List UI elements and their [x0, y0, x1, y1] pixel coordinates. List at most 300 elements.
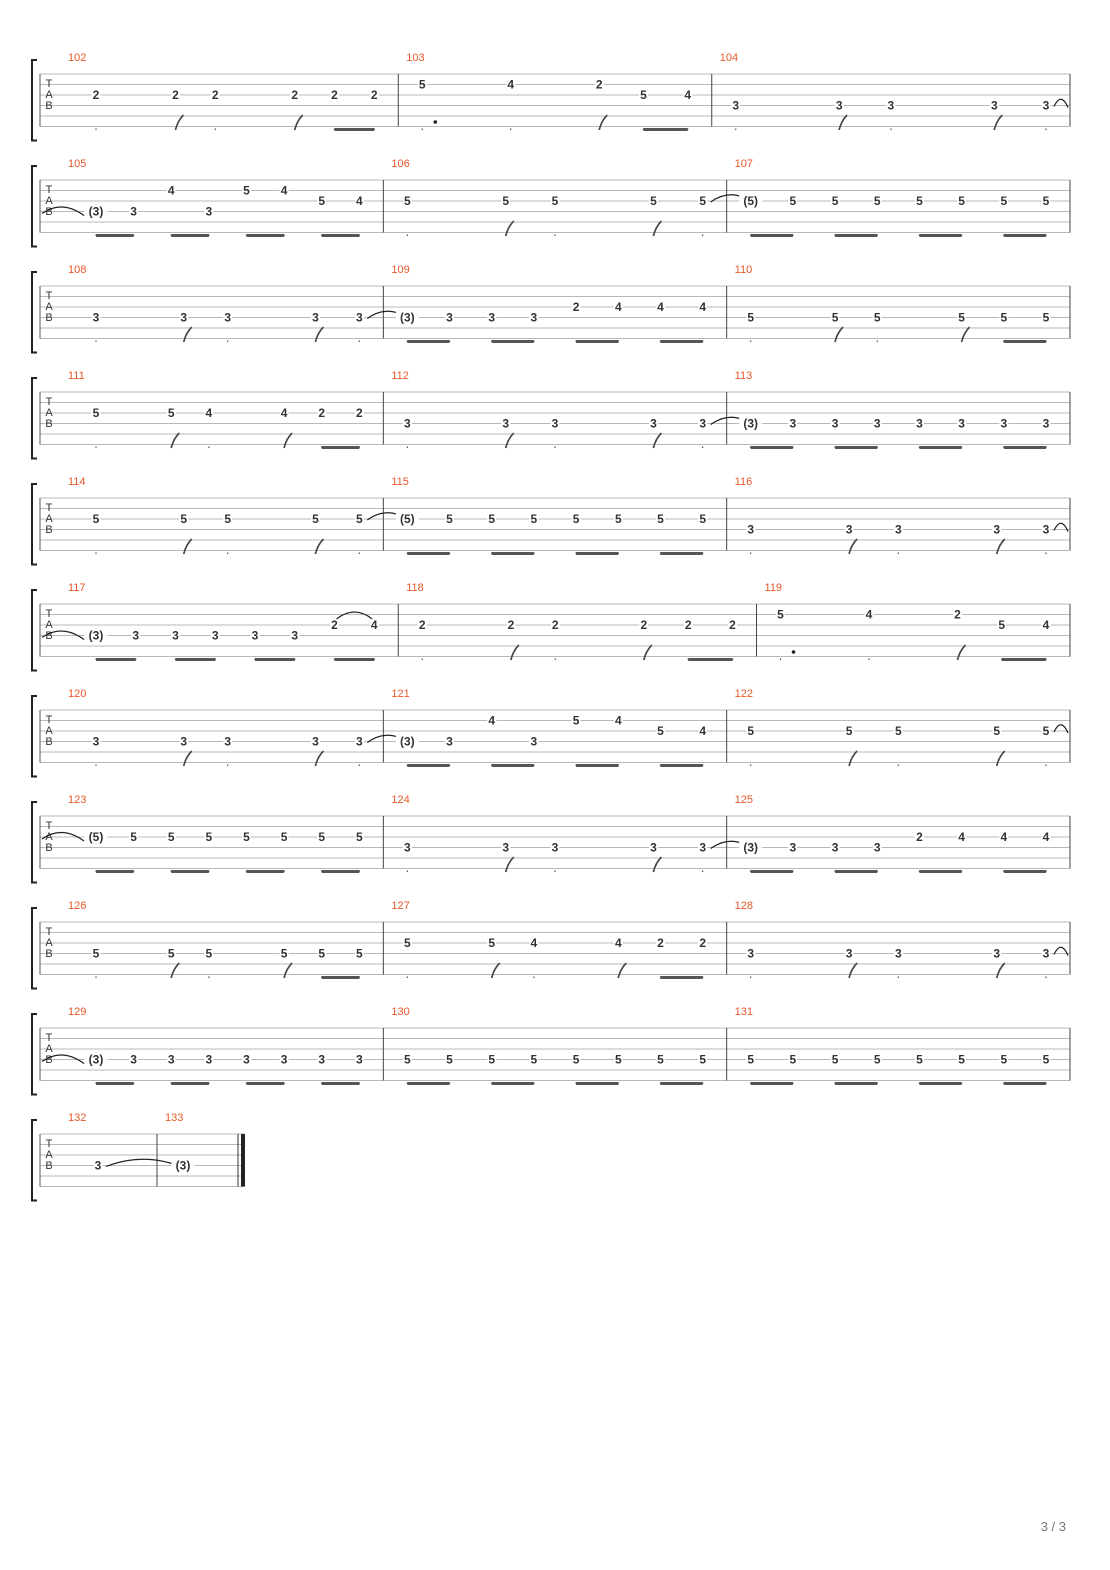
fret-number: 5 [130, 830, 137, 844]
tab-clef-letter: B [45, 842, 53, 854]
fret-number: 5 [640, 88, 647, 102]
tab-note [179, 311, 192, 343]
beam [246, 1082, 284, 1085]
measure [391, 370, 752, 448]
tab-note [576, 714, 623, 768]
eighth-flag [849, 751, 857, 766]
tab-note [649, 194, 662, 236]
beam [492, 764, 534, 767]
fret-number: 4 [280, 406, 288, 420]
fret-number: 2 [684, 618, 692, 632]
tab-note [999, 830, 1008, 872]
eighth-flag [315, 539, 323, 554]
tab-note [831, 841, 840, 873]
fret-number: 5 [180, 512, 188, 526]
measure [165, 1112, 245, 1187]
tab-note [167, 406, 180, 448]
tab-note [999, 194, 1008, 236]
system-bracket [32, 908, 37, 989]
fret-number: 5 [789, 194, 797, 208]
tie-arc [1054, 947, 1068, 955]
measure-number: 120 [68, 688, 87, 700]
fret-number: 5 [318, 830, 326, 844]
beam [322, 234, 360, 237]
beam [171, 870, 209, 873]
eighth-flag [835, 327, 843, 342]
fret-number: 4 [488, 713, 496, 728]
measure-number: 107 [734, 158, 754, 170]
measure [391, 688, 726, 767]
tab-note [894, 724, 903, 766]
final-barline-thick [241, 1134, 245, 1187]
tab-note [172, 1159, 195, 1173]
tab-clef-letter: A [45, 619, 53, 631]
tab-note [501, 841, 514, 873]
tab-note [92, 88, 101, 130]
fret-number: 3 [747, 946, 755, 961]
eighth-flag [599, 115, 607, 130]
measure-number: 117 [68, 582, 86, 594]
tab-note [246, 830, 288, 873]
tab-note [317, 947, 326, 979]
tab-note [739, 841, 762, 873]
fret-number: 5 [831, 1052, 839, 1067]
fret-number: 5 [958, 310, 965, 325]
fret-number: 3 [167, 1052, 175, 1067]
system-bracket [32, 484, 37, 565]
tab-note [204, 947, 213, 979]
fret-number: 3 [291, 628, 299, 643]
tab-note [845, 947, 858, 979]
measure-number: 104 [719, 52, 739, 64]
fret-number: 5 [502, 194, 510, 208]
tab-note [656, 1053, 665, 1085]
tab-note [656, 512, 665, 554]
fret-number: 3 [94, 1158, 102, 1173]
eighth-flag [653, 221, 661, 236]
measure-number: 121 [391, 688, 410, 700]
system-bracket [32, 166, 37, 247]
fret-number: 3 [446, 310, 453, 325]
fret-number: 5 [1042, 724, 1050, 738]
fret-number: 5 [958, 1052, 965, 1067]
measure [42, 158, 383, 237]
fret-number: 5 [993, 724, 1001, 738]
tab-note [92, 512, 101, 554]
eighth-flag [506, 433, 514, 448]
fret-number: 5 [243, 830, 250, 844]
measure-number: 125 [734, 794, 754, 806]
tab-note [501, 417, 514, 449]
tab-note [1004, 830, 1051, 873]
tab-note [551, 417, 560, 449]
fret-number: 5 [205, 830, 213, 844]
fret-number: 2 [699, 936, 707, 950]
fret-number: 3 [831, 840, 839, 855]
fret-number: 4 [205, 406, 213, 420]
tab-note [167, 184, 176, 237]
tab-clef-letter: A [45, 1043, 53, 1055]
measure [391, 900, 726, 979]
fret-number: 5 [167, 406, 175, 420]
fret-number: 3 [699, 840, 707, 855]
fret-number: 4 [699, 724, 707, 738]
fret-number: 3 [551, 840, 559, 855]
tab-clef-letter: B [45, 736, 53, 748]
beam [1004, 234, 1046, 237]
tab-note [845, 523, 858, 555]
tab-note [572, 512, 581, 554]
fret-number: 4 [355, 194, 363, 208]
fret-number: 3 [831, 416, 839, 431]
tab-clef-letter: A [45, 725, 53, 737]
tab-note [171, 88, 184, 130]
tab-note [639, 618, 652, 660]
tab-note [835, 99, 848, 131]
beam [919, 870, 961, 873]
tab-clef-letter: A [45, 195, 53, 207]
tab-system [32, 476, 1070, 565]
measure [42, 794, 383, 873]
eighth-flag [849, 539, 857, 554]
fret-number: 3 [650, 840, 657, 855]
tab-note [322, 830, 364, 873]
tab-clef-letter: T [45, 926, 53, 938]
beam [176, 658, 216, 661]
tab-note [246, 184, 288, 238]
fret-number: 5 [318, 194, 326, 208]
measure [42, 1006, 383, 1085]
fret-number: 3 [993, 522, 1001, 537]
tab-clef-letter: B [45, 312, 53, 324]
fret-number: 5 [572, 512, 580, 526]
tab-note [85, 830, 108, 872]
fret-number: 3 [699, 416, 707, 431]
beam [96, 1082, 134, 1085]
fret-number: 4 [167, 183, 175, 198]
measure-number: 123 [68, 794, 87, 806]
fret-number: 3 [355, 1052, 363, 1067]
beam [835, 446, 877, 449]
fret-number: 5 [657, 724, 664, 738]
fret-number: 3 [318, 1052, 326, 1067]
tab-note [403, 1053, 412, 1085]
fret-number: 5 [280, 946, 288, 961]
tab-clef-letter: T [45, 78, 53, 90]
beam [407, 1082, 449, 1085]
tab-note [317, 194, 326, 236]
tab-note [551, 618, 560, 660]
tab-note [290, 88, 303, 130]
fret-number: (3) [399, 734, 415, 749]
measure-number: 129 [68, 1006, 87, 1018]
tab-clef-letter: T [45, 1138, 53, 1150]
tab-clef-letter: B [45, 100, 53, 112]
tab-note [886, 99, 895, 131]
eighth-flag [284, 963, 292, 978]
measure-number: 116 [734, 476, 753, 488]
fret-number: 4 [958, 830, 965, 844]
tab-system [32, 264, 1070, 353]
fret-number: 3 [355, 734, 363, 749]
fret-number: 5 [403, 936, 411, 950]
tab-note [280, 947, 293, 979]
measure [406, 582, 756, 661]
tab-note [487, 311, 496, 343]
fret-number: 5 [205, 946, 213, 961]
beam [96, 234, 134, 237]
tab-note [506, 618, 519, 660]
fret-number: 4 [1000, 830, 1008, 844]
tab-note [396, 311, 419, 343]
fret-number: 3 [312, 310, 319, 325]
tab-note [831, 311, 844, 343]
measure-number: 109 [391, 264, 410, 276]
fret-number: 5 [488, 1052, 496, 1067]
tab-note [487, 936, 500, 978]
fret-number: 3 [958, 416, 965, 431]
measure [391, 476, 726, 555]
measure [735, 794, 1070, 873]
beam [751, 234, 793, 237]
beam [576, 552, 618, 555]
tab-note [894, 523, 903, 555]
tab-note [223, 735, 232, 767]
tab-note [204, 406, 213, 448]
fret-number: 3 [1042, 946, 1050, 961]
fret-number: 2 [954, 607, 961, 622]
tab-system [32, 900, 1070, 989]
eighth-flag [315, 327, 323, 342]
tab-note [739, 194, 762, 236]
fret-number: 2 [211, 88, 219, 102]
fret-number: 3 [130, 204, 137, 219]
tab-system [32, 688, 1070, 777]
beam [919, 234, 961, 237]
eighth-flag [511, 645, 519, 660]
beam [919, 1082, 961, 1085]
tab-note [572, 300, 581, 342]
fret-number: 3 [205, 1052, 213, 1067]
fret-number: 5 [572, 1052, 580, 1067]
measure-number: 105 [68, 158, 87, 170]
tab-clef-letter: T [45, 608, 53, 620]
eighth-flag [171, 433, 179, 448]
tab-clef-letter: T [45, 714, 53, 726]
fret-number: 3 [530, 310, 538, 325]
fret-number: (5) [399, 512, 415, 526]
eighth-flag [315, 751, 323, 766]
tab-clef-letter: B [45, 524, 53, 536]
tab-note [656, 300, 665, 342]
beam [660, 764, 702, 767]
measure-number: 103 [406, 52, 425, 64]
measure [391, 794, 752, 872]
tab-note [999, 1053, 1008, 1085]
tab-note [529, 936, 538, 978]
system-bracket [32, 378, 37, 459]
system-bracket [32, 802, 37, 883]
tab-note [403, 417, 412, 449]
beam [407, 340, 449, 343]
tab-note [335, 88, 379, 131]
beam [660, 976, 702, 979]
beam [1004, 870, 1046, 873]
system-bracket [32, 696, 37, 777]
tab-note [915, 1053, 924, 1085]
fret-number: 5 [318, 946, 326, 961]
fret-number: 3 [224, 734, 232, 749]
fret-number: 5 [873, 194, 881, 208]
measure [735, 1006, 1070, 1085]
tab-clef-letter: A [45, 407, 53, 419]
fret-number: 5 [243, 183, 250, 198]
tie-arc [1054, 99, 1068, 107]
beam [407, 764, 449, 767]
tab-note [322, 406, 364, 449]
tab-note [953, 608, 966, 661]
tab-note [92, 311, 101, 343]
fret-number: 2 [331, 88, 338, 102]
tab-clef-letter: T [45, 184, 53, 196]
fret-number: 3 [789, 416, 797, 431]
tab-clef-letter: A [45, 301, 53, 313]
tab-note [551, 841, 560, 873]
fret-number: 5 [92, 512, 100, 526]
fret-number: 3 [1042, 416, 1050, 431]
beam [171, 1082, 209, 1085]
tab-note [990, 99, 1003, 131]
fret-number: 5 [958, 194, 965, 208]
tab-note [992, 724, 1005, 766]
tab-clef-letter: B [45, 1160, 53, 1172]
tab-note [746, 1053, 755, 1085]
beam [322, 870, 360, 873]
tab-note [251, 629, 260, 661]
measure [68, 264, 409, 342]
beam [335, 658, 375, 661]
measure-number: 130 [391, 1006, 410, 1018]
fret-number: 3 [403, 416, 411, 431]
fret-number: 5 [530, 1052, 538, 1067]
tab-note [418, 618, 427, 660]
fret-number: 5 [657, 512, 664, 526]
fret-number: 3 [280, 1052, 288, 1067]
measure-number: 122 [734, 688, 754, 700]
tab-note [487, 512, 496, 554]
fret-number: 5 [1042, 1052, 1050, 1067]
beam [1004, 446, 1046, 449]
tab-note [92, 947, 101, 979]
tab-note [1004, 194, 1051, 237]
tab-note [915, 417, 924, 449]
fret-number: 2 [572, 300, 580, 314]
fret-number: 3 [502, 840, 510, 855]
eighth-flag [994, 115, 1002, 130]
tab-note [242, 830, 251, 872]
tab-note [576, 512, 623, 555]
measure [720, 52, 1070, 130]
fret-number: 3 [894, 946, 902, 961]
tab-note [330, 88, 339, 130]
measure [391, 158, 752, 236]
tab-note [92, 735, 101, 767]
fret-number: 4 [684, 88, 692, 102]
eighth-flag [962, 327, 970, 342]
measure [735, 370, 1070, 449]
eighth-flag [184, 539, 192, 554]
fret-number: 3 [873, 416, 881, 431]
eighth-flag [506, 221, 514, 236]
system-bracket [32, 272, 37, 353]
measure [735, 900, 1070, 978]
tie-arc [106, 1159, 183, 1167]
measure-number: 113 [734, 370, 753, 382]
tab-note [688, 618, 737, 661]
tab-system [32, 794, 1070, 883]
fret-number: 2 [595, 77, 603, 92]
fret-number: 4 [530, 936, 538, 950]
eighth-flag [618, 963, 626, 978]
fret-number: 2 [172, 88, 179, 102]
measure-number: 133 [165, 1112, 184, 1124]
beam [322, 976, 360, 979]
fret-number: 5 [167, 946, 175, 961]
fret-number: 2 [355, 406, 363, 420]
measure-number: 102 [68, 52, 87, 64]
tab-note [639, 88, 648, 130]
measure [391, 264, 726, 343]
fret-number: 3 [990, 98, 998, 113]
fret-number: 4 [280, 183, 288, 198]
tab-note [919, 194, 966, 237]
fret-number: 5 [873, 310, 881, 325]
fret-number: 5 [403, 194, 411, 208]
fret-number: 5 [873, 1052, 881, 1067]
fret-number: 2 [640, 618, 648, 632]
measure [68, 52, 398, 131]
tab-note [660, 724, 707, 767]
fret-number: 4 [614, 300, 622, 314]
fret-number: 4 [1042, 618, 1050, 632]
beam [1004, 1082, 1046, 1085]
fret-number: 3 [789, 840, 797, 855]
fret-number: 5 [747, 310, 755, 325]
fret-number: 2 [370, 88, 378, 102]
fret-number: 5 [92, 406, 100, 420]
fret-number: 5 [167, 830, 175, 844]
tab-note [746, 947, 755, 979]
tab-clef-letter: B [45, 630, 53, 642]
eighth-flag [284, 433, 292, 448]
measure [42, 582, 398, 661]
fret-number: 5 [572, 713, 580, 728]
tab-note [835, 194, 882, 237]
page-number: 3 / 3 [1040, 1519, 1066, 1534]
tab-note [1042, 947, 1069, 979]
tab-note [85, 1053, 108, 1085]
measure [68, 900, 383, 979]
fret-number: 5 [551, 194, 559, 208]
slur-arc [337, 612, 373, 619]
fret-number: 2 [331, 618, 338, 632]
tab-clef-letter: T [45, 820, 53, 832]
eighth-flag [653, 433, 661, 448]
fret-number: 5 [777, 607, 784, 622]
fret-number: (3) [743, 840, 759, 855]
tab-note [915, 194, 924, 236]
fret-number: 5 [355, 830, 363, 844]
